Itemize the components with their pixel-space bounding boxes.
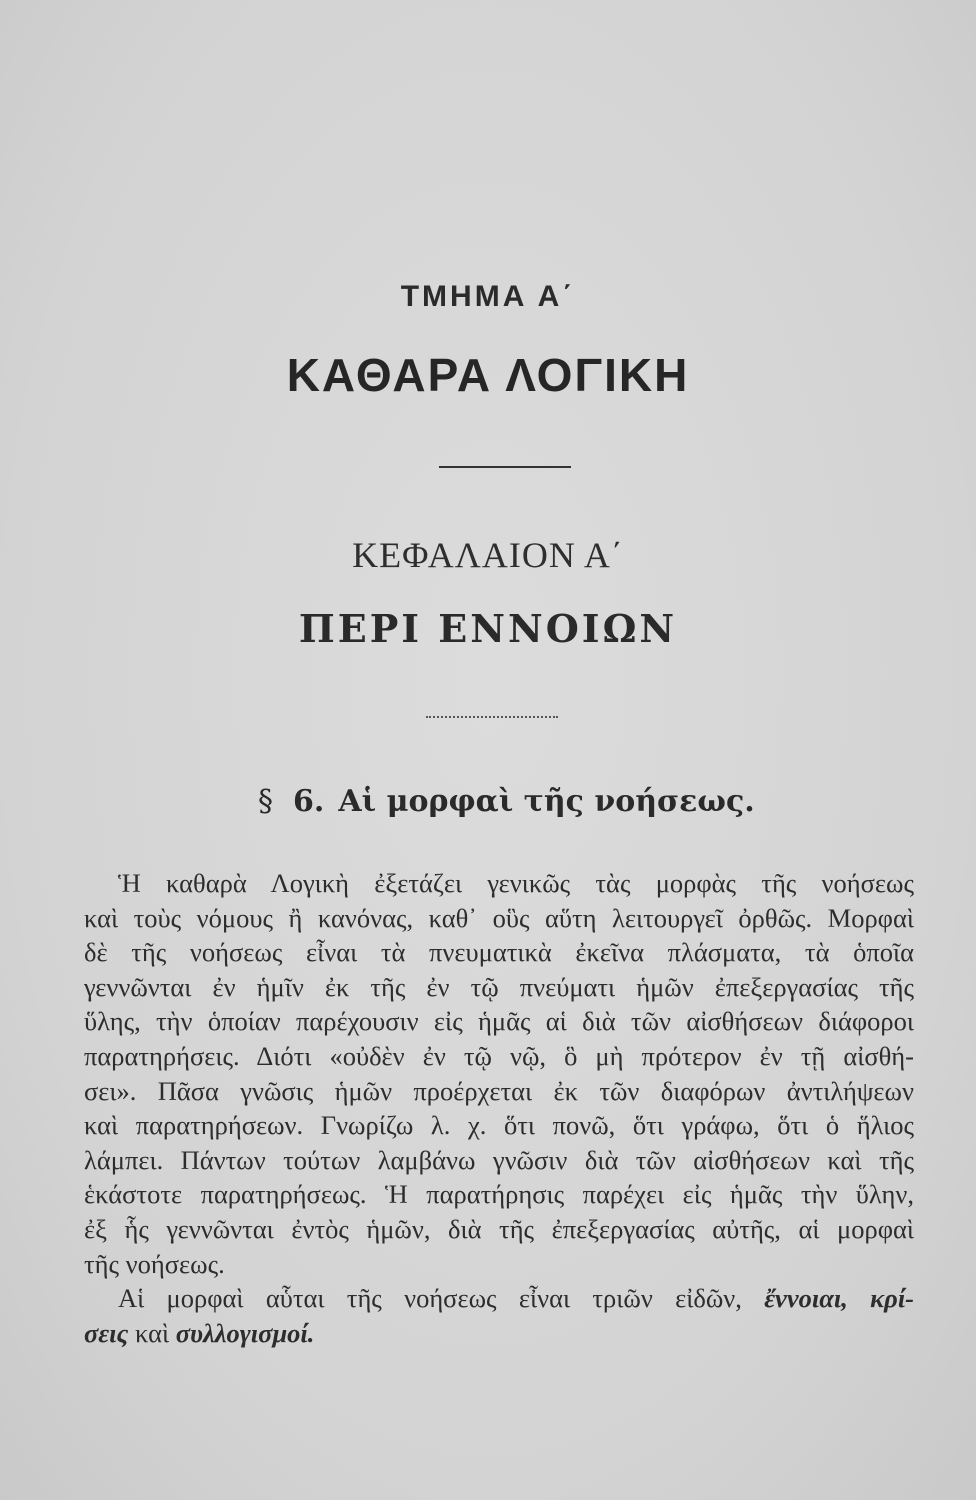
body-text xyxy=(84,866,914,1350)
paragraph-line: λάμπει. Πάντων τούτων λαμβάνω γνῶσιν διὰ τῶν αἰσθήσεων καὶ τῆς xyxy=(84,1144,914,1175)
paragraph-2 xyxy=(84,1281,914,1350)
paragraph-line: ὕλης, τὴν ὁποίαν παρέχουσιν εἰς ἡμᾶς αἱ διὰ τῶν αἰσθήσεων διάφοροι xyxy=(84,1006,914,1037)
title-divider xyxy=(439,466,571,468)
term-kriseis: σεις xyxy=(84,1317,129,1348)
section-heading xyxy=(258,784,755,819)
paragraph-line xyxy=(84,1316,914,1351)
part-title: ΚΑΘΑΡΑ ΛΟΓΙΚΗ xyxy=(286,349,690,401)
paragraph-line: ἑκάστοτε παρατηρήσεως. Ἡ παρατήρησις παρέχει εἰς ἡμᾶς τὴν ὕλην, xyxy=(84,1179,914,1210)
term-syllogismoi: συλλογισμοί. xyxy=(175,1317,315,1348)
section-title: Αἱ μορφαὶ τῆς νοήσεως. xyxy=(338,784,755,819)
conjunction: καὶ xyxy=(134,1317,170,1348)
dotted-divider xyxy=(426,716,558,718)
paragraph-line: παρατηρήσεις. Διότι «οὐδὲν ἐν τῷ νῷ, ὃ μὴ πρότερον ἐν τῇ αἰσθή- xyxy=(84,1040,914,1071)
section-symbol: § xyxy=(258,784,273,819)
paragraph-1 xyxy=(84,866,914,1281)
paragraph-line: γεννῶνται ἐν ἡμῖν ἐκ τῆς ἐν τῷ πνεύματι ἡμῶν ἐπεξεργασίας τῆς xyxy=(84,971,914,1002)
chapter-label: ΚΕΦΑΛΑΙΟΝ Α΄ xyxy=(352,535,624,575)
section-number: 6. xyxy=(293,784,325,819)
paragraph-line: καὶ τοὺς νόμους ἢ κανόνας, καθ᾽ οὓς αὕτη λειτουργεῖ ὀρθῶς. Μορφαὶ xyxy=(84,902,914,933)
paragraph-line: ἐξ ἧς γεννῶνται ἐντὸς ἡμῶν, διὰ τῆς ἐπεξεργασίας αὐτῆς, αἱ μορφαὶ xyxy=(84,1213,914,1244)
paragraph-line: καὶ παρατηρήσεων. Γνωρίζω λ. χ. ὅτι πονῶ, ὅτι γράφω, ὅτι ὁ ἥλιος xyxy=(84,1110,914,1141)
paragraph-line: τῆς νοήσεως. xyxy=(84,1248,225,1279)
part-label: ΤΜΗΜΑ Α΄ xyxy=(400,280,576,313)
paragraph-line: σει». Πᾶσα γνῶσις ἡμῶν προέρχεται ἐκ τῶν διαφόρων ἀντιλήψεων xyxy=(84,1075,914,1106)
term-ennoiai: ἔννοιαι, κρί- xyxy=(764,1283,915,1314)
paragraph-line: Ἡ καθαρὰ Λογικὴ ἐξετάζει γενικῶς τὰς μορφὰς τῆς νοήσεως xyxy=(118,868,914,898)
chapter-title: ΠΕΡΙ ΕΝΝΟΙΩΝ xyxy=(298,606,678,651)
paragraph-2-text: Αἱ μορφαὶ αὗται τῆς νοήσεως εἶναι τριῶν εἰδῶν, xyxy=(118,1283,742,1314)
paragraph-line: δὲ τῆς νοήσεως εἶναι τὰ πνευματικὰ ἐκεῖνα πλάσματα, τὰ ὁποῖα xyxy=(84,937,914,968)
paragraph-line xyxy=(84,1281,914,1316)
